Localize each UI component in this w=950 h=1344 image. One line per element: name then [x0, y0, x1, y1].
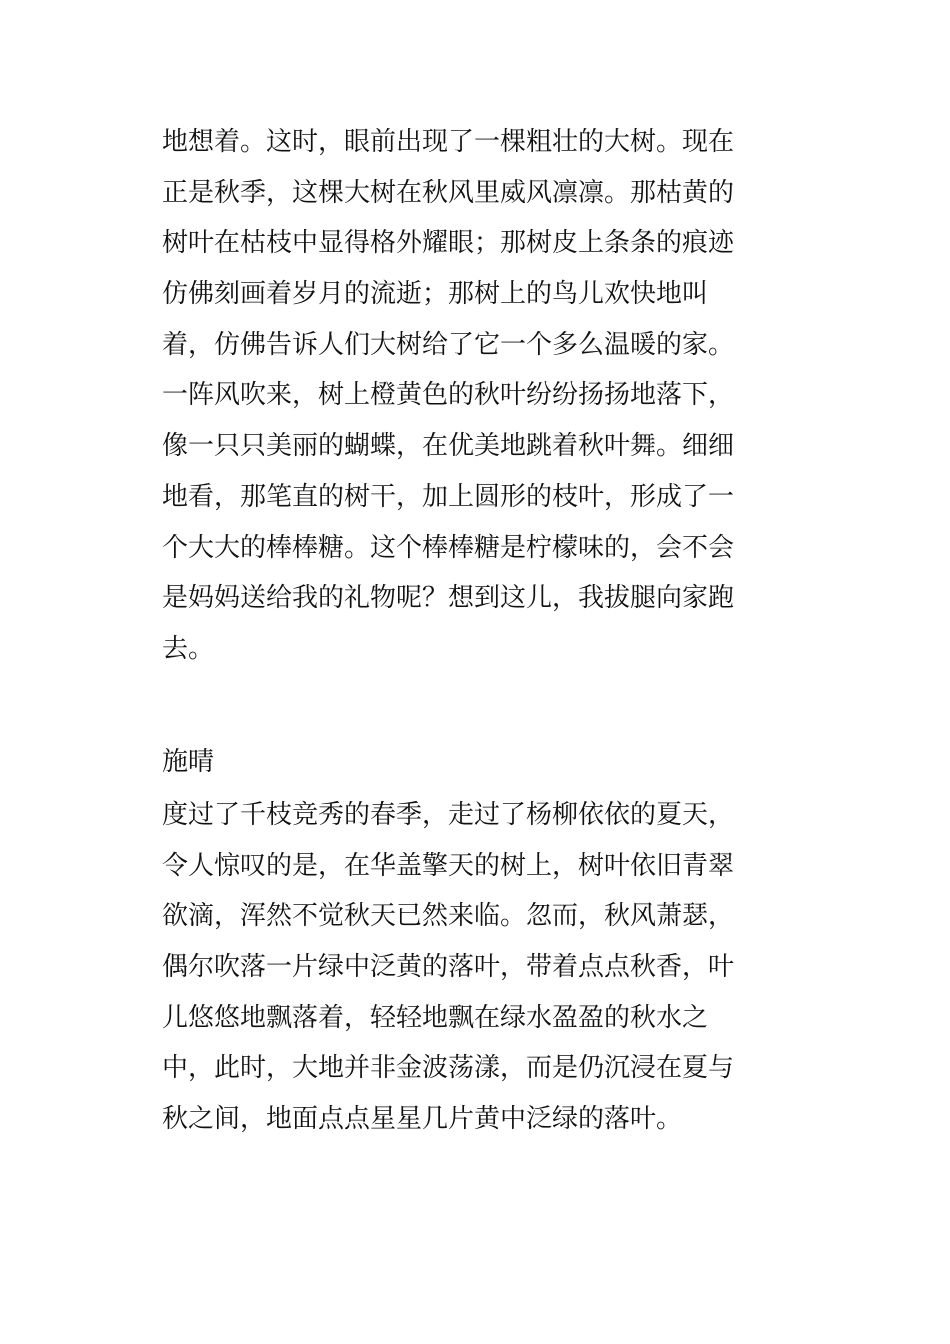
author-line: 施晴 [162, 747, 215, 777]
text-line: 仿佛刻画着岁月的流逝；那树上的鸟儿欢快地叫 [162, 279, 709, 310]
text-line: 地想着。这时，眼前出现了一棵粗壮的大树。现在 [162, 127, 735, 157]
passage-1 [162, 117, 802, 675]
text-line: 一阵风吹来，树上橙黄色的秋叶纷纷扬扬地落下， [162, 380, 735, 411]
text-line: 个大大的棒棒糖。这个棒棒糖是柠檬味的，会不会 [162, 532, 735, 563]
text-line: 中，此时，大地并非金波荡漾，而是仍沉浸在夏与 [162, 1053, 735, 1084]
text-line: 是妈妈送给我的礼物呢？想到这儿，我拔腿向家跑 [162, 583, 735, 614]
text-line: 树叶在枯枝中显得格外耀眼；那树皮上条条的痕迹 [162, 228, 735, 259]
text-line: 秋之间，地面点点星星几片黄中泛绿的落叶。 [162, 1104, 683, 1135]
text-line: 像一只只美丽的蝴蝶，在优美地跳着秋叶舞。细细 [162, 431, 735, 462]
passage-2 [162, 790, 802, 1145]
author-name [162, 737, 802, 788]
text-line: 正是秋季，这棵大树在秋风里威风凛凛。那枯黄的 [162, 177, 735, 208]
text-line: 着，仿佛告诉人们大树给了它一个多么温暖的家。 [162, 329, 735, 360]
text-line: 欲滴，浑然不觉秋天已然来临。忽而，秋风萧瑟， [162, 901, 735, 932]
text-line: 去。 [162, 633, 215, 664]
text-line: 度过了千枝竞秀的春季，走过了杨柳依依的夏天， [162, 800, 735, 830]
text-line: 令人惊叹的是，在华盖擎天的树上，树叶依旧青翠 [162, 850, 735, 881]
text-line: 偶尔吹落一片绿中泛黄的落叶，带着点点秋香，叶 [162, 952, 735, 983]
text-line: 儿悠悠地飘落着，轻轻地飘在绿水盈盈的秋水之 [162, 1002, 709, 1033]
text-line: 地看，那笔直的树干，加上圆形的枝叶，形成了一 [162, 481, 735, 512]
